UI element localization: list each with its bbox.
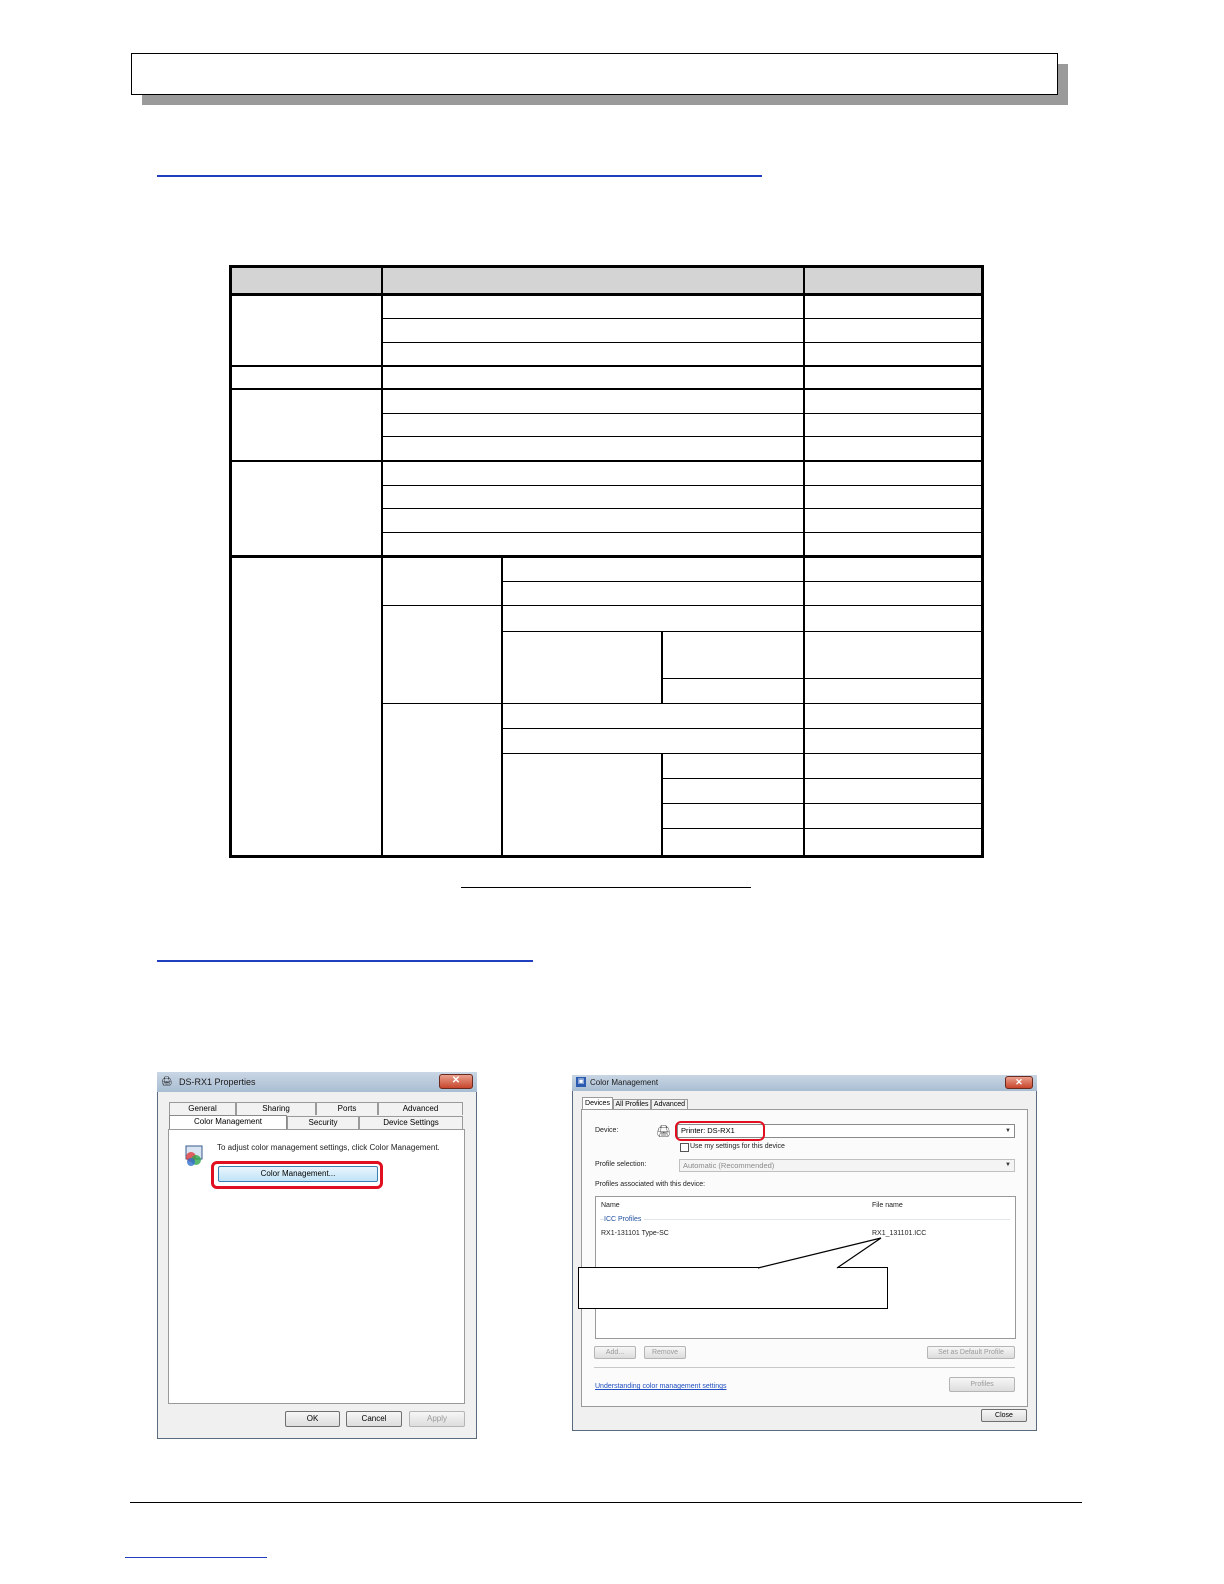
printer-properties-dialog (157, 1072, 477, 1439)
ok-button[interactable]: OK (285, 1411, 340, 1427)
spec-table (229, 265, 984, 858)
profile-selection-select[interactable] (679, 1159, 1015, 1172)
chevron-down-icon: ▼ (1005, 1128, 1011, 1134)
use-settings-checkbox[interactable] (680, 1143, 689, 1152)
profile-selection-label: Profile selection: (595, 1161, 647, 1168)
device-select-value: Printer: DS-RX1 (681, 1126, 735, 1135)
tab-devices[interactable]: Devices (582, 1097, 613, 1110)
profile-name-cell[interactable]: RX1-131101 Type-SC (601, 1230, 669, 1237)
tab-advanced[interactable]: Advanced (378, 1102, 463, 1115)
icc-profiles-group: ICC Profiles (604, 1216, 644, 1223)
section-heading-underline-1 (157, 175, 762, 177)
table-caption-underline (461, 887, 751, 888)
close-dialog-button[interactable]: Close (981, 1409, 1027, 1422)
tab-advanced[interactable]: Advanced (651, 1099, 688, 1110)
tab-color-management[interactable]: Color Management (169, 1115, 287, 1130)
tab-security[interactable]: Security (287, 1116, 359, 1130)
tab-general[interactable]: General (169, 1102, 236, 1115)
profiles-button[interactable]: Profiles (949, 1377, 1015, 1392)
chevron-down-icon: ▼ (1005, 1162, 1011, 1168)
tab-sharing[interactable]: Sharing (236, 1102, 316, 1115)
footer-rule (130, 1502, 1082, 1503)
add-button[interactable]: Add... (594, 1346, 636, 1359)
section-heading-underline-2 (157, 960, 533, 962)
profile-file-cell[interactable]: RX1_131101.ICC (872, 1230, 927, 1237)
apply-button[interactable]: Apply (409, 1411, 465, 1427)
instruction-text: To adjust color management settings, click Color Management. (217, 1143, 440, 1152)
callout-pointer (750, 1236, 890, 1270)
highlight-box (675, 1121, 765, 1141)
column-name-header[interactable]: Name (601, 1202, 620, 1209)
remove-button[interactable]: Remove (644, 1346, 686, 1359)
set-default-profile-button[interactable]: Set as Default Profile (927, 1346, 1015, 1359)
profiles-associated-label: Profiles associated with this device: (595, 1181, 706, 1188)
highlight-box (211, 1161, 383, 1189)
profile-selection-value: Automatic (Recommended) (683, 1161, 775, 1170)
printer-icon: 🖨 (161, 1076, 173, 1086)
title-box (131, 53, 1058, 95)
color-management-button[interactable]: Color Management... (218, 1166, 378, 1182)
device-label: Device: (595, 1127, 619, 1134)
column-file-header[interactable]: File name (872, 1202, 903, 1209)
use-settings-label: Use my settings for this device (690, 1143, 785, 1150)
close-button[interactable]: ✕ (439, 1074, 473, 1089)
close-button[interactable]: ✕ (1005, 1076, 1033, 1089)
printer-icon: 🖨 (656, 1124, 672, 1138)
understanding-link[interactable]: Understanding color management settings (595, 1383, 727, 1390)
color-management-icon (183, 1144, 205, 1166)
footer-link-underline (125, 1557, 267, 1558)
dialog-title: Color Management (590, 1078, 659, 1087)
color-management-icon: ▣ (577, 1078, 585, 1085)
tab-all-profiles[interactable]: All Profiles (613, 1099, 651, 1110)
cancel-button[interactable]: Cancel (346, 1411, 402, 1427)
tab-device-settings[interactable]: Device Settings (359, 1116, 463, 1130)
callout-box (578, 1267, 888, 1309)
dialog-title: DS-RX1 Properties (179, 1077, 256, 1087)
tab-ports[interactable]: Ports (316, 1102, 378, 1115)
table-header-row (231, 267, 982, 294)
